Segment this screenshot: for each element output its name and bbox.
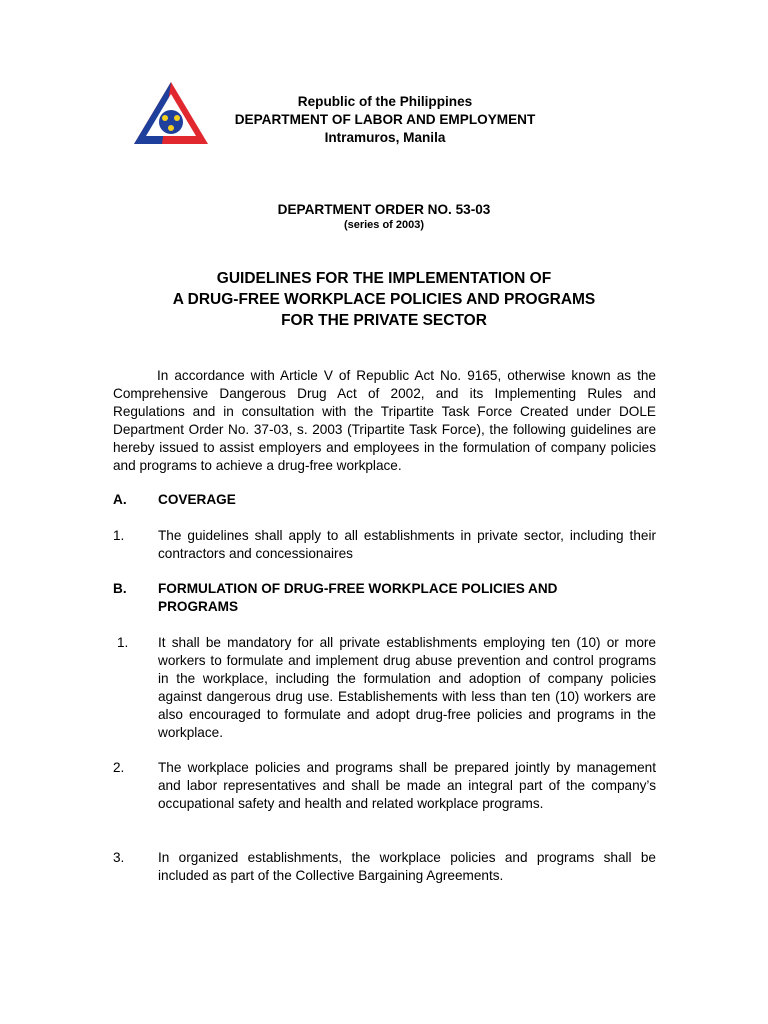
letterhead (190, 93, 580, 147)
document-title (100, 268, 668, 331)
section-title: COVERAGE (158, 492, 236, 507)
item-number: 3. (113, 850, 125, 865)
section-title: FORMULATION OF DRUG-FREE WORKPLACE POLICIES AND PROGRAMS (158, 581, 558, 614)
title-line: GUIDELINES FOR THE IMPLEMENTATION OF (216, 270, 552, 287)
letterhead-country: Republic of the Philippines (297, 94, 473, 109)
item-text: The workplace policies and programs shall be prepared jointly by management and labor representatives and shall be made an integral part of the company’s occupational safety and health and related workplace programs. (158, 760, 656, 811)
item-number: 1. (117, 635, 129, 650)
section-letter: A. (113, 492, 127, 507)
title-line: A DRUG-FREE WORKPLACE POLICIES AND PROGRAMS (172, 291, 596, 308)
section-letter: B. (113, 581, 127, 596)
item-number: 2. (113, 760, 125, 775)
item-text: The guidelines shall apply to all establishments in private sector, including their contractors and concessionaires (158, 528, 656, 561)
item-number: 1. (113, 528, 125, 543)
letterhead-address: Intramuros, Manila (324, 130, 446, 145)
order-number: DEPARTMENT ORDER NO. 53-03 (277, 202, 491, 217)
department-order (184, 201, 584, 232)
letterhead-department: DEPARTMENT OF LABOR AND EMPLOYMENT (234, 112, 536, 127)
intro-paragraph: In accordance with Article V of Republic Act No. 9165, otherwise known as the Comprehensive Dangerous Drug Act of 2002, and its Implementing Rules and Regulations and in consultation with the Tripartite Task Force Created under DOLE Department Order No. 37-03, s. 2003 (Tripartite Task Force), the following guidelines are hereby issued to assist employers and employees in the formulation of company policies and programs to achieve a drug-free workplace. (113, 368, 656, 473)
item-text: In organized establishments, the workplace policies and programs shall be included as part of the Collective Bargaining Agreements. (158, 850, 656, 883)
item-text: It shall be mandatory for all private establishments employing ten (10) or more workers to formulate and implement drug abuse prevention and control programs in the workplace, including the formulation and adoption of company policies against dangerous drug use. Establishements with less than ten (10) workers are also encouraged to formulate and adopt drug-free policies and programs in the workplace. (158, 635, 656, 740)
title-line: FOR THE PRIVATE SECTOR (281, 312, 487, 329)
order-series: (series of 2003) (343, 219, 425, 231)
